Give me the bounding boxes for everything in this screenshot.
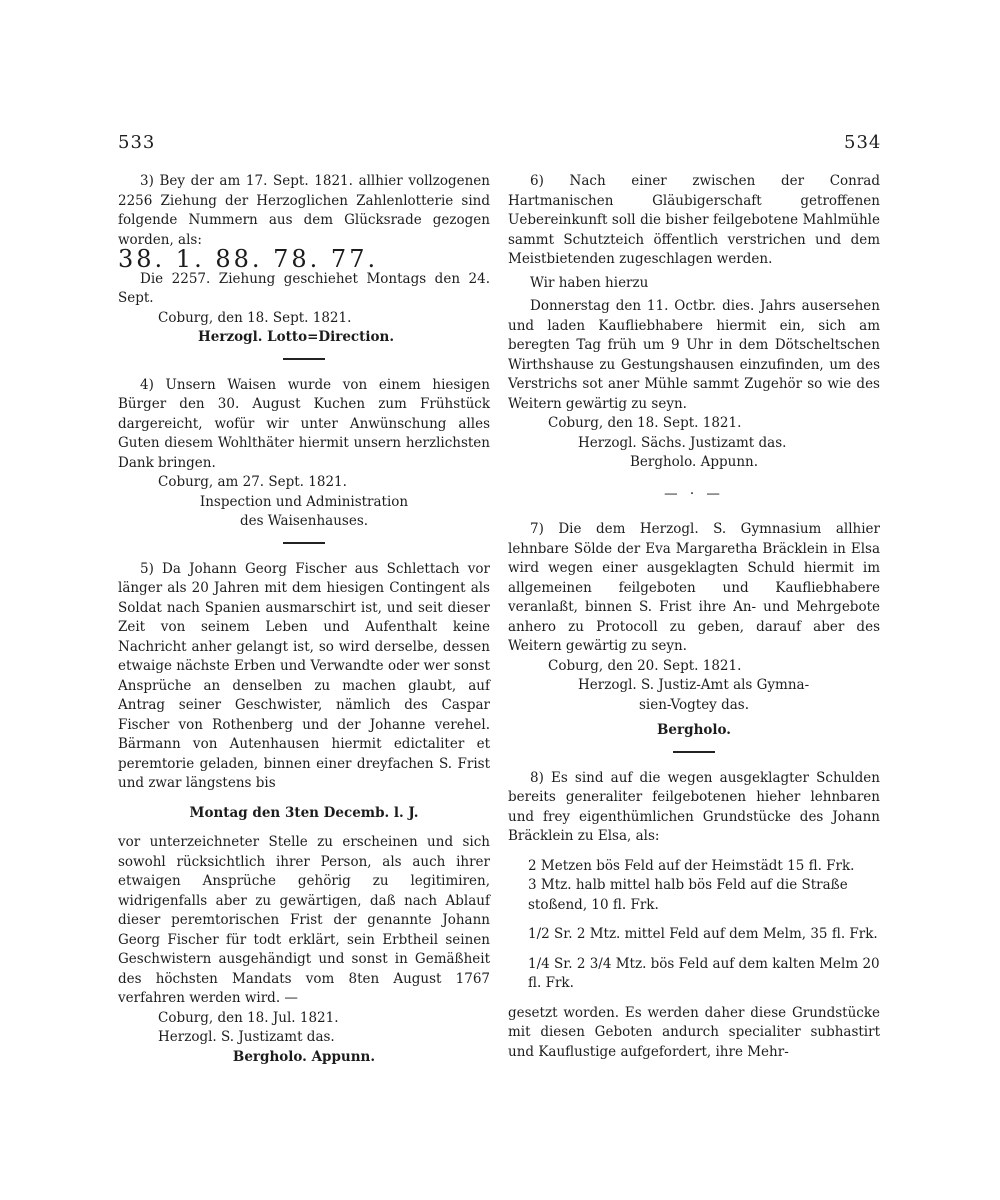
notice-5-signature: Herzogl. S. Justizamt das. (158, 1029, 335, 1045)
notice-6-signature: Herzogl. Sächs. Justizamt das. (578, 434, 787, 451)
notice-7-text: 7) Die dem Herzogl. S. Gymnasium allhier lehnbare Sölde der Eva Margaretha Bräcklein in Elsa wird wegen einer ausgeklagten Schuld hiermit im allgemeinen feilgeboten und Kaufliebhabere veranlaßt, binnen S. Frist ihre An- und Mehrgebote anhero zu Protocoll zu geben, darauf aber des Weitern gewärtig zu seyn. (508, 521, 880, 654)
notice-8-text-2: gesetzt worden. Es werden daher diese Grundstücke mit diesen Geboten andurch specialiter subhastirt und Kauflustige aufgefordert, ihre Mehr- (508, 1004, 880, 1060)
lottery-numbers: 38. 1. 88. 78. 77. (118, 245, 379, 273)
notice-3-text: 3) Bey der am 17. Sept. 1821. allhier vollzogenen 2256 Ziehung der Herzoglichen Zahlenlotterie sind folgende Nummern aus dem Glücksrade gezogen worden, als: (118, 173, 490, 248)
notice-8-text: 8) Es sind auf die wegen ausgeklagter Schulden bereits generaliter feilgebotenen hieher lehnbaren und frey eigenthümlichen Grundstücke des Johann Bräcklein zu Elsa, als: (508, 769, 880, 844)
notice-3-signature: Herzogl. Lotto=Direction. (198, 329, 395, 345)
notice-7-date: Coburg, den 20. Sept. 1821. (548, 657, 742, 674)
left-column (118, 172, 490, 1067)
notice-5-names: Bergholo. Appunn. (232, 1048, 376, 1065)
list-item: 1/4 Sr. 2 3/4 Mtz. bös Feld auf dem kalten Melm 20 fl. Frk. (528, 955, 880, 991)
notice-5-date: Coburg, den 18. Jul. 1821. (158, 1009, 339, 1026)
notice-6-date: Coburg, den 18. Sept. 1821. (548, 415, 742, 431)
notice-4-signature-line2: des Waisenhauses. (239, 513, 369, 529)
separator-dashes: — · — (664, 485, 724, 502)
notice-5-text: 5) Da Johann Georg Fischer aus Schlettach vor länger als 20 Jahren mit dem hiesigen Contingent als Soldat nach Spanien ausmarschirt ist, und seit dieser Zeit von seinem Leben und Aufenthalt keine Nachricht anher gelangt ist, so wird derselbe, dessen etwaige nächste Erben und Verwandte oder wer sonst Ansprüche an denselben zu machen glaubt, auf Antrag seiner Geschwister, nämlich des Caspar Fischer von Rothenberg und der Johanne verehel. Bärmann von Autenhausen hiermit edictaliter et peremtorie geladen, binnen einer dreyfachen S. Frist und zwar längstens bis (118, 560, 490, 791)
notice-6-text-2: Donnerstag den 11. Octbr. dies. Jahrs ausersehen und laden Kaufliebhabere hiermit ein, sich am beregten Tag früh um 9 Uhr in dem Dötscheltschen Wirthshause zu Gestungshausen einzufinden, um des Verstrichs sot aner Mühle sammt Zugehör so wie des Weitern gewärtig zu seyn. (508, 298, 880, 412)
page-number-left: 533 (118, 132, 156, 153)
list-item: 2 Metzen bös Feld auf der Heimstädt 15 fl. Frk. (528, 857, 855, 874)
page-number-right: 534 (844, 132, 882, 153)
notice-7-signature-line2: sien-Vogtey das. (638, 696, 750, 713)
notice-3-date: Coburg, den 18. Sept. 1821. (158, 309, 352, 326)
right-column (508, 172, 880, 1062)
notice-3-next-draw: Die 2257. Ziehung geschiehet Montags den 24. Sept. (118, 270, 490, 306)
notice-6-names: Bergholo. Appunn. (629, 454, 759, 470)
list-item: 3 Mtz. halb mittel halb bös Feld auf die Straße stoßend, 10 fl. Frk. (528, 877, 848, 913)
notice-7-signature-line1: Herzogl. S. Justiz-Amt als Gymna- (578, 677, 810, 693)
separator-rule (283, 358, 325, 360)
notice-6-intro: Wir haben hierzu (530, 274, 649, 291)
notice-4-date: Coburg, am 27. Sept. 1821. (158, 474, 347, 490)
notice-6-text: 6) Nach einer zwischen der Conrad Hartmanischen Gläubigerschaft getroffenen Uebereinkunft soll die bisher feilgebotene Mahlmühle sammt Schutzteich öffentlich verstrichen und dem Meistbietenden zugeschlagen werden. (508, 173, 880, 267)
notice-5-text-2: vor unterzeichneter Stelle zu erscheinen und sich sowohl rücksichtlich ihrer Person, als auch ihrer etwaigen Ansprüche gehörig zu legitimiren, widrigenfalls aber zu gewärtigen, daß nach Ablauf dieser peremtorischen Frist der genannte Johann Georg Fischer für todt erklärt, sein Erbtheil seinen Geschwistern ausgehändigt und sonst in Gemäßheit des höchsten Mandats vom 8ten August 1767 verfahren werden wird. — (118, 834, 490, 1006)
separator-rule (283, 542, 325, 544)
notice-5-deadline: Montag den 3ten Decemb. l. J. (189, 804, 419, 821)
separator-rule (673, 751, 715, 753)
notice-4-signature-line1: Inspection und Administration (199, 493, 409, 510)
notice-7-names: Bergholo. (657, 722, 731, 738)
list-item: 1/2 Sr. 2 Mtz. mittel Feld auf dem Melm, 35 fl. Frk. (528, 926, 878, 942)
notice-4-text: 4) Unsern Waisen wurde von einem hiesigen Bürger den 30. August Kuchen zum Frühstück dargereicht, wofür wir unter Anwünschung alles Guten diesem Wohlthäter hiermit unsern herzlichsten Dank bringen. (118, 376, 490, 471)
